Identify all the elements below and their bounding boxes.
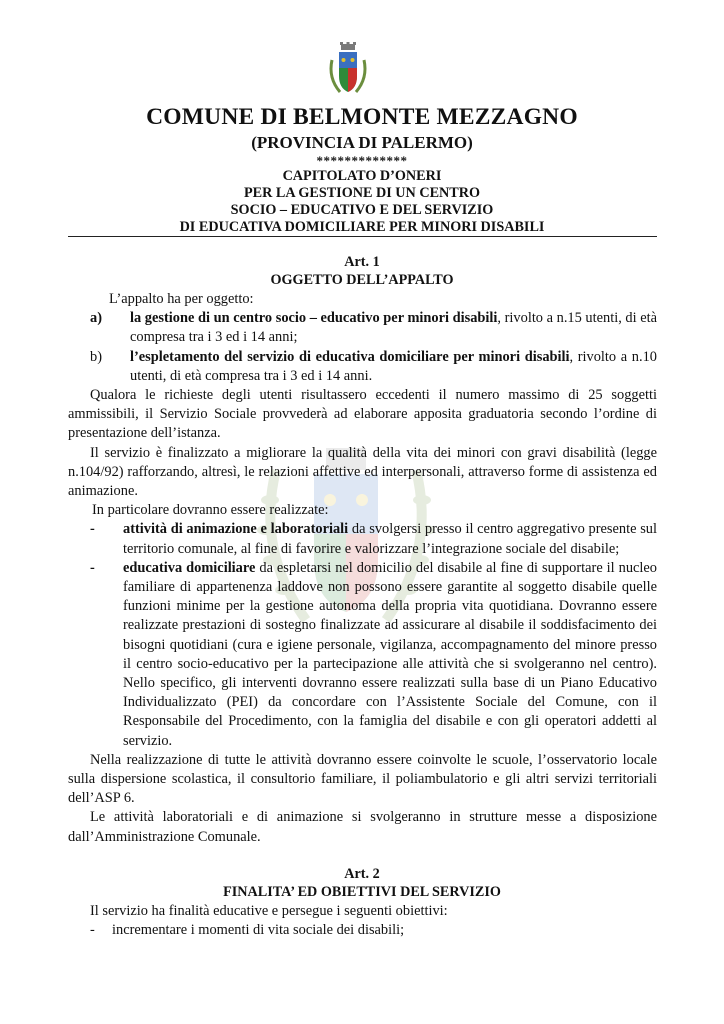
art1-intro: L’appalto ha per oggetto: <box>109 291 254 307</box>
art2-title: FINALITA’ ED OBIETTIVI DEL SERVIZIO <box>223 884 501 900</box>
document-title-line-2: PER LA GESTIONE DI UN CENTRO <box>243 185 481 201</box>
paragraph: Il servizio è finalizzato a migliorare la qualità della vita dei minori con gravi disabilità (legge n.104/92) rafforzando, altresì, le relazioni affettive ed interpersonali, attraverso forme di assistenza ed animazione. <box>68 444 657 500</box>
list-marker: a) <box>90 310 102 327</box>
list-item-text: , rivolto a n.15 utenti, di età compresa tra i 3 ed i 14 anni; <box>130 310 657 346</box>
list-marker: - <box>90 922 95 939</box>
art2-number: Art. 2 <box>344 866 380 882</box>
art1-body <box>68 290 657 847</box>
municipal-crest-icon <box>326 42 370 98</box>
list-item-bold: l’espletamento del servizio di educativa domiciliare per minori disabili <box>130 348 570 365</box>
paragraph: Nella realizzazione di tutte le attività dovranno essere coinvolte le scuole, l’osservatorio locale sulla dispersione scolastica, il consultorio familiare, il poliambulatorio e gli altri servizi territoriali dell’ASP 6. <box>68 751 657 807</box>
paragraph: Qualora le richieste degli utenti risultassero eccedenti il numero massimo di 25 soggetti ammissibili, il Servizio Sociale provvederà ad elaborare apposita graduatoria secondo l’ordine di presentazione dell’istanza. <box>68 387 657 442</box>
list-marker: - <box>90 559 95 576</box>
art2-body <box>68 902 657 940</box>
list-item-bold: la gestione di un centro socio – educativo per minori disabili <box>130 310 498 327</box>
list-item-text: , rivolto a n.10 utenti, di età compresa tra i 3 ed i 14 anni. <box>130 348 657 384</box>
list-item <box>68 921 657 940</box>
list-item-text: incrementare i momenti di vita sociale dei disabili; <box>112 922 405 939</box>
list-item <box>68 559 657 751</box>
list-item-bold: attività di animazione e laboratoriali <box>123 521 349 538</box>
art1-title: OGGETTO DELL’APPALTO <box>270 272 454 288</box>
paragraph: In particolare dovranno essere realizzate: <box>92 502 329 519</box>
paragraph: Le attività laboratoriali e di animazione si svolgeranno in strutture messe a disposizione dall’Amministrazione Comunale. <box>68 809 657 845</box>
municipality-title: COMUNE DI BELMONTE MEZZAGNO <box>146 104 578 130</box>
list-item <box>68 520 657 558</box>
list-marker: - <box>90 521 95 538</box>
header-divider <box>68 236 657 237</box>
list-marker: b) <box>90 348 102 365</box>
art2-intro: Il servizio ha finalità educative e persegue i seguenti obiettivi: <box>90 903 448 919</box>
list-item <box>68 309 657 347</box>
list-item <box>68 348 657 386</box>
document-title-line-3: SOCIO – EDUCATIVO E DEL SERVIZIO <box>230 202 494 218</box>
art1-number: Art. 1 <box>344 254 380 270</box>
document-title-line-4: DI EDUCATIVA DOMICILIARE PER MINORI DISABILI <box>179 219 545 235</box>
list-item-text: da svolgersi presso il centro aggregativo presente sul territorio comunale, al fine di favorire e valorizzare l’integrazione sociale del disabile; <box>123 521 657 557</box>
stars-divider: ************* <box>316 153 408 168</box>
list-item-text: da espletarsi nel domicilio del disabile al fine di supportare il nucleo familiare di appartenenza laddove non possono essere garantite al soggetto disabile quelle funzioni minime per la gestione autonoma della propria vita quotidiana. Dovranno essere realizzate prestazioni di sostegno finalizzate ad assicurare al disabile il soddisfacimento dei bisogni quotidiani (cura e igiene personale, vigilanza, accompagnamento del minore presso il centro socio-educativo per la partecipazione alle attività che si svolgeranno nel centro). Nello specifico, gli interventi dovranno essere realizzati sulla base di un Piano Educativo Individualizzato (PEI) da concordare con l’Assistente Sociale del Comune, con il Responsabile del Procedimento, con la famiglia del disabile e con gli operatori addetti al servizio. <box>123 559 658 749</box>
list-item-bold: educativa domiciliare <box>123 559 256 576</box>
province-subtitle: (PROVINCIA DI PALERMO) <box>251 133 473 152</box>
document-title-line-1: CAPITOLATO D’ONERI <box>282 168 442 184</box>
